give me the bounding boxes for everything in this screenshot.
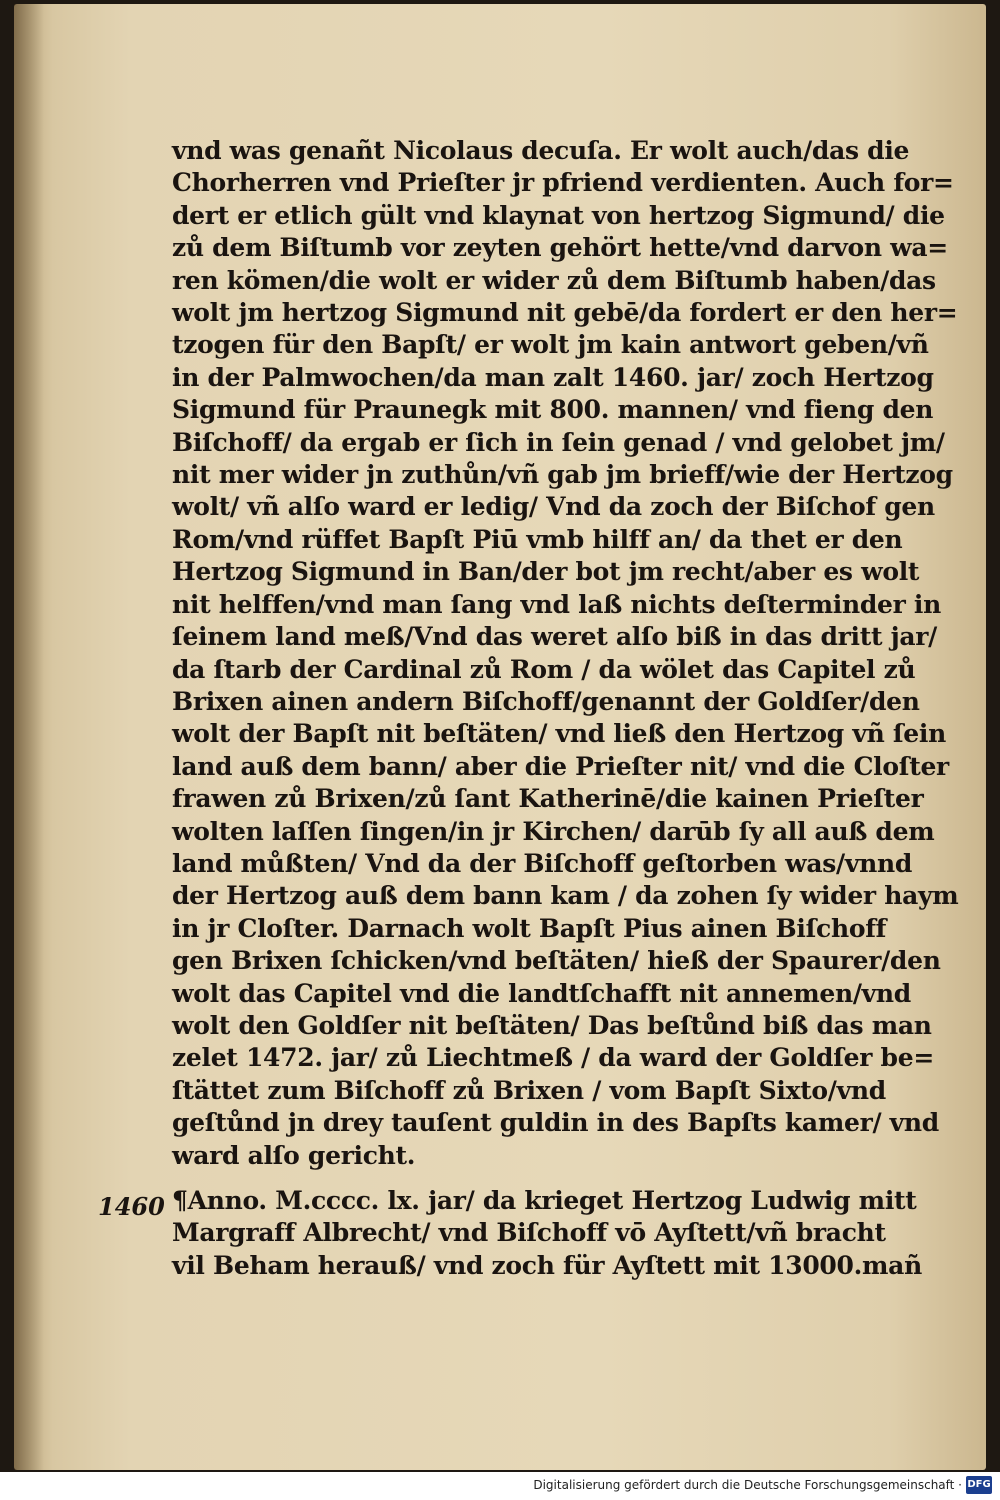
text-line: ſtättet zum Biſchoff zů Brixen / vom Bapſt Sixto/vnd	[172, 1075, 886, 1105]
text-line: in jr Cloſter. Darnach wolt Bapſt Pius ainen Biſchoff	[172, 913, 887, 943]
text-line: Brixen ainen andern Biſchoff/genannt der Goldſer/den	[172, 686, 920, 716]
text-line: Biſchoff/ da ergab er ſich in ſein genad / vnd gelobet jm/	[172, 427, 945, 457]
text-line: wolten laſſen ſingen/in jr Kirchen/ darūb ſy all auß dem	[172, 816, 935, 846]
main-text-block	[172, 135, 959, 1172]
text-line: Sigmund für Praunegk mit 800. mannen/ vnd fieng den	[172, 395, 934, 425]
text-line: geſtůnd jn drey tauſent guldin in des Bapſts kamer/ vnd	[172, 1108, 939, 1138]
digitization-footer	[0, 1472, 1000, 1500]
text-line: Hertzog Sigmund in Ban/der bot jm recht/aber es wolt	[172, 557, 920, 587]
text-line: ſeinem land meß/Vnd das weret alſo biß in das dritt jar/	[172, 622, 937, 652]
text-line: dert er etlich gült vnd klaynat von hertzog Sigmund/ die	[172, 200, 945, 230]
text-line: ward alſo gericht.	[172, 1140, 416, 1170]
page-gutter-shadow	[14, 4, 44, 1470]
text-line: frawen zů Brixen/zů ſant Katherinē/die kainen Prieſter	[172, 784, 924, 814]
entry-line: Margraff Albrecht/ vnd Biſchoff vō Ayſtett/vñ bracht	[172, 1218, 886, 1248]
text-line: zelet 1472. jar/ zů Liechtmeß / da ward der Goldſer be=	[172, 1043, 934, 1073]
text-line: Chorherren vnd Prieſter jr pfriend verdienten. Auch for=	[172, 168, 954, 198]
text-line: gen Brixen ſchicken/vnd beſtäten/ hieß der Spaurer/den	[172, 946, 941, 976]
text-line: ren kömen/die wolt er wider zů dem Biſtumb haben/das	[172, 265, 936, 295]
text-line: nit helffen/vnd man ſang vnd laß nichts deſterminder in	[172, 589, 941, 619]
text-line: wolt jm hertzog Sigmund nit gebē/da fordert er den her=	[172, 298, 958, 328]
text-line: land auß dem bann/ aber die Prieſter nit/ vnd die Cloſter	[172, 751, 949, 781]
text-line: wolt der Bapſt nit beſtäten/ vnd ließ den Hertzog vñ ſein	[172, 719, 946, 749]
text-line: nit mer wider jn zuthůn/vñ gab jm brieff/wie der Hertzog	[172, 460, 953, 490]
text-line: land můßten/ Vnd da der Biſchoff geſtorben was/vnnd	[172, 848, 912, 878]
text-line: wolt den Goldſer nit beſtäten/ Das beſtůnd biß das man	[172, 1010, 932, 1040]
anno-entry-block	[172, 1185, 932, 1282]
text-line: tzogen für den Bapſt/ er wolt jm kain antwort geben/vñ	[172, 330, 929, 360]
text-line: der Hertzog auß dem bann kam / da zohen ſy wider haym	[172, 881, 959, 911]
text-line: zů dem Biſtumb vor zeyten gehört hette/vnd darvon wa=	[172, 233, 948, 263]
entry-line: vil Beham herauß/ vnd zoch für Ayſtett mit 13000.mañ	[172, 1250, 922, 1280]
text-line: vnd was genañt Nicolaus decuſa. Er wolt auch/das die	[172, 136, 910, 165]
margin-year-note: 1460	[98, 1192, 165, 1221]
text-line: wolt/ vñ alſo ward er ledig/ Vnd da zoch der Biſchof gen	[172, 492, 935, 522]
text-line: Rom/vnd rüffet Bapſt Piū vmb hilff an/ da thet er den	[172, 524, 903, 554]
text-line: wolt das Capitel vnd die landtſchafft nit annemen/vnd	[172, 978, 911, 1008]
text-line: da ſtarb der Cardinal zů Rom / da wölet das Capitel zů	[172, 654, 916, 684]
footer-credit-text: Digitalisierung gefördert durch die Deutsche Forschungsgemeinschaft ·	[533, 1478, 962, 1492]
dfg-logo-icon: DFG	[966, 1476, 992, 1494]
entry-line: ¶Anno. M.cccc. lx. jar/ da krieget Hertzog Ludwig mitt	[172, 1186, 917, 1215]
text-line: in der Palmwochen/da man zalt 1460. jar/ zoch Hertzog	[172, 362, 934, 392]
